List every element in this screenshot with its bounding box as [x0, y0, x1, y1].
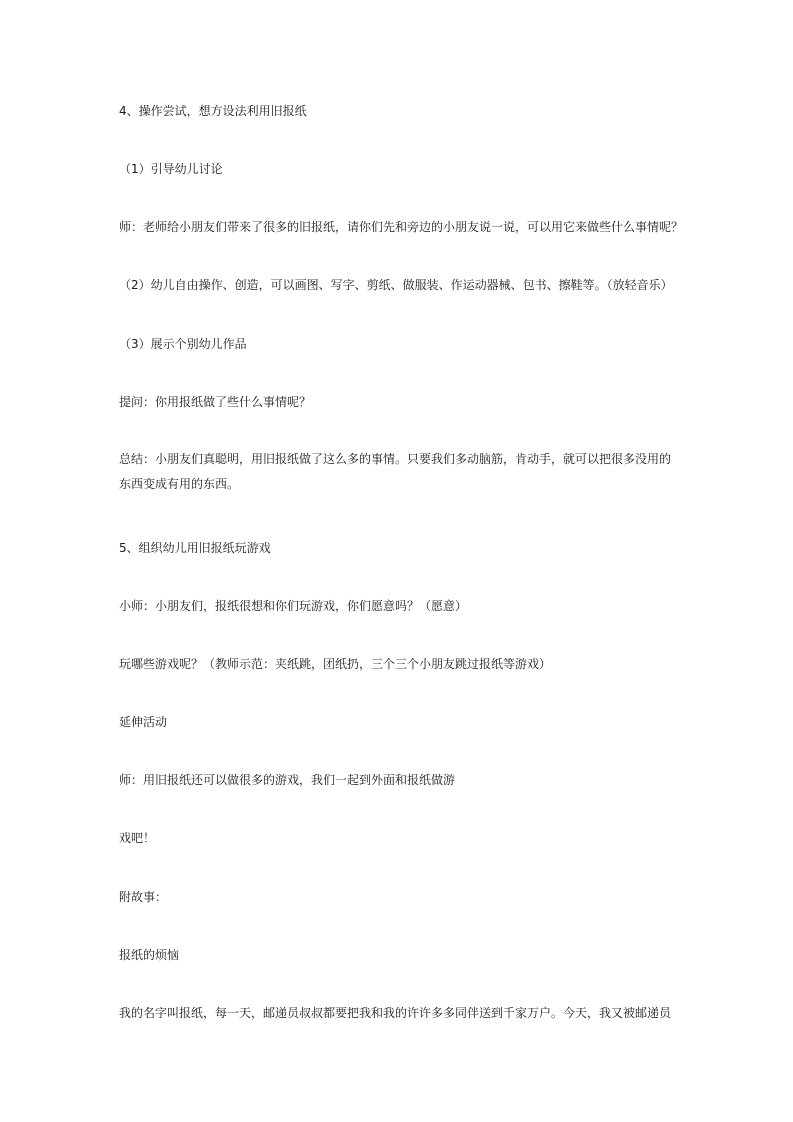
- section-heading-5: 5、组织幼儿用旧报纸玩游戏: [119, 541, 271, 555]
- games-paragraph: 玩哪些游戏呢？（教师示范：夹纸跳，团纸扔，三个三个小朋友跳过报纸等游戏）: [119, 657, 552, 671]
- step-heading-3: （3）展示个别幼儿作品: [119, 337, 247, 351]
- story-paragraph: 我的名字叫报纸，每一天，邮递员叔叔都要把我和我的许许多多同伴送到千家万户。今天，我又被邮递员: [119, 1006, 672, 1020]
- step-heading-1: （1）引导幼儿讨论: [119, 162, 223, 176]
- summary-paragraph: 总结：小朋友们真聪明，用旧报纸做了这么多的事情。只要我们多动脑筋，肯动手，就可以把很多没用的东西变成有用的东西。: [119, 452, 672, 491]
- appendix-heading: 附故事：: [119, 890, 168, 904]
- extension-paragraph: 师：用旧报纸还可以做很多的游戏，我们一起到外面和报纸做游: [119, 773, 456, 787]
- dialogue-paragraph: 小师：小朋友们，报纸很想和你们玩游戏，你们愿意吗？（愿意）: [119, 599, 468, 613]
- extension-heading: 延伸活动: [119, 715, 168, 729]
- section-heading-4: 4、操作尝试，想方设法利用旧报纸: [119, 104, 307, 118]
- teacher-speech: 师：老师给小朋友们带来了很多的旧报纸，请你们先和旁边的小朋友说一说，可以用它来做些什么事情呢？: [119, 220, 684, 234]
- question-paragraph: 提问：你用报纸做了些什么事情呢？: [119, 395, 312, 409]
- extension-paragraph-end: 戏吧！: [119, 831, 156, 845]
- step-heading-2: （2）幼儿自由操作、创造，可以画图、写字、剪纸、做服装、作运动器械、包书、擦鞋等。（放轻音乐）: [119, 278, 673, 292]
- story-title: 报纸的烦恼: [119, 948, 180, 962]
